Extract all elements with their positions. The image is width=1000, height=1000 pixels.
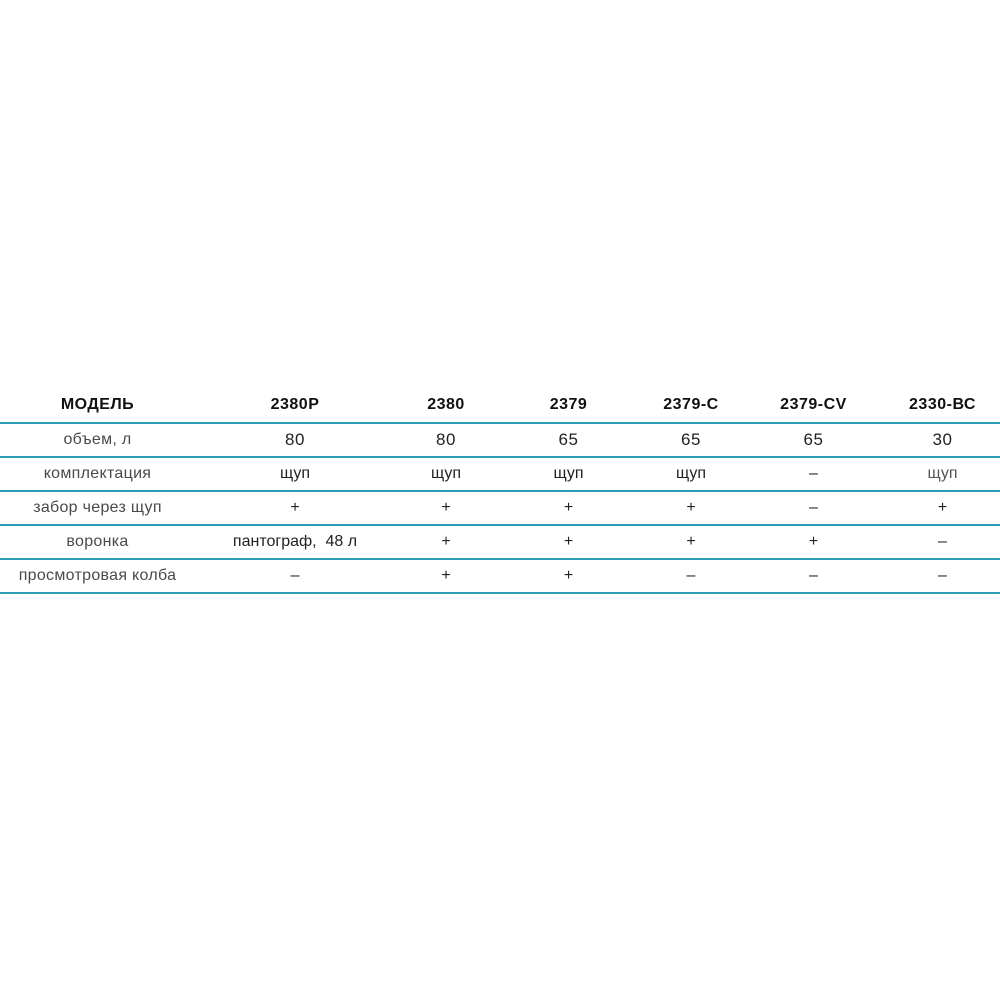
table-cell: 30 [885,423,1000,457]
header-model-label: МОДЕЛЬ [0,388,195,423]
row-label-equipment: комплектация [0,457,195,491]
table-cell: – [885,525,1000,559]
header-model-2380: 2380 [395,388,497,423]
table-cell: 65 [497,423,640,457]
table-row-volume [0,423,1000,457]
table-cell: 80 [195,423,395,457]
table-cell: + [742,525,885,559]
table-cell: + [497,525,640,559]
table-cell: щуп [497,457,640,491]
header-model-2380p: 2380Р [195,388,395,423]
table-cell: + [395,559,497,593]
table-cell: щуп [195,457,395,491]
model-comparison-table [0,388,1000,594]
row-label-probe-intake: забор через щуп [0,491,195,525]
header-model-2379-c: 2379-С [640,388,742,423]
table-cell: + [395,491,497,525]
table-cell: – [742,457,885,491]
table-cell: – [640,559,742,593]
table-cell: + [497,559,640,593]
row-label-volume: объем, л [0,423,195,457]
table-header-row [0,388,1000,423]
header-model-2379: 2379 [497,388,640,423]
row-label-sight-glass: просмотровая колба [0,559,195,593]
table-cell: щуп [395,457,497,491]
header-model-2330-bc: 2330-ВС [885,388,1000,423]
table-cell: 65 [742,423,885,457]
table-cell: – [742,491,885,525]
table-cell: + [640,525,742,559]
table-cell: – [742,559,885,593]
table-cell: – [885,559,1000,593]
table-cell: + [640,491,742,525]
row-label-funnel: воронка [0,525,195,559]
table-cell: щуп [885,457,1000,491]
table-cell: щуп [640,457,742,491]
table-cell: – [195,559,395,593]
table-cell: + [195,491,395,525]
table-cell: + [497,491,640,525]
table-row-sight-glass [0,559,1000,593]
table-cell: + [885,491,1000,525]
table-row-probe-intake [0,491,1000,525]
table-cell: + [395,525,497,559]
table-cell: пантограф, 48 л [195,525,395,559]
spec-table-container [0,388,1000,594]
table-cell: 80 [395,423,497,457]
header-model-2379-cv: 2379-CV [742,388,885,423]
table-row-funnel [0,525,1000,559]
table-row-equipment [0,457,1000,491]
table-cell: 65 [640,423,742,457]
